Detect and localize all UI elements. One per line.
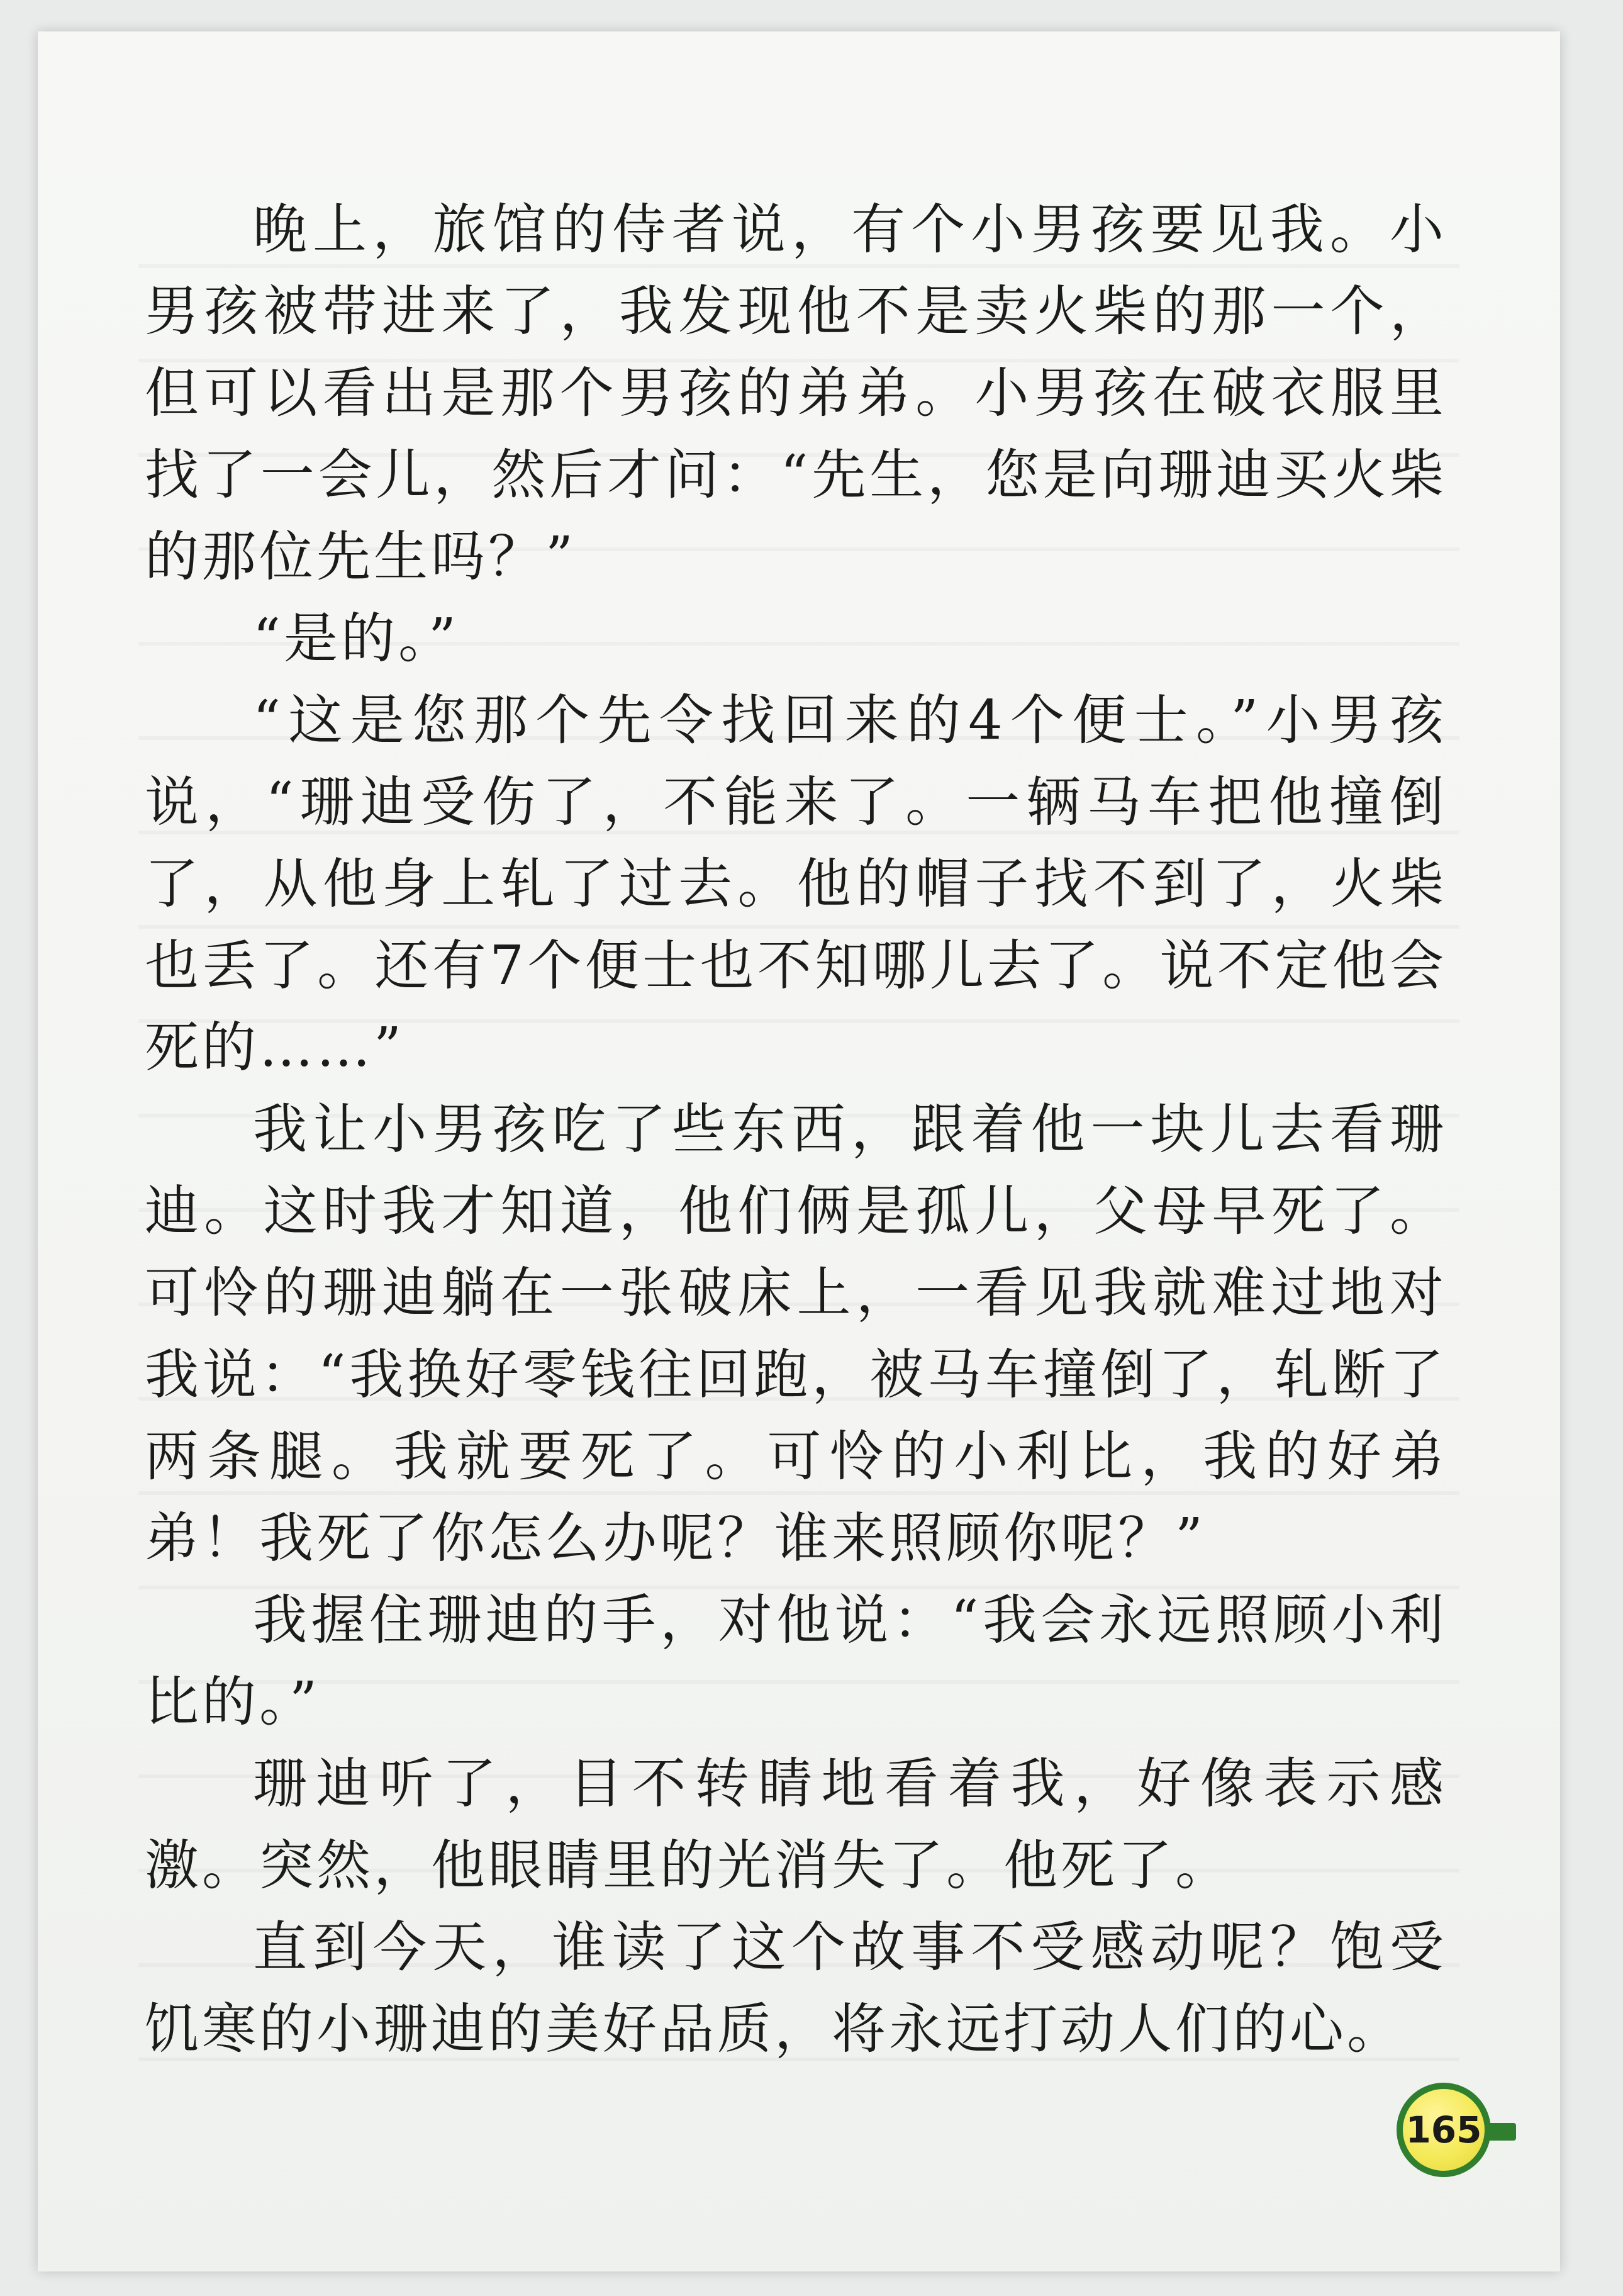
paragraph-7: 直到今天，谁读了这个故事不受感动呢？饱受饥寒的小珊迪的美好品质，将永远打动人们的心。 (145, 1916, 1447, 2061)
paragraph-6: 珊迪听了，目不转睛地看着我，好像表示感激。突然，他眼睛里的光消失了。他死了。 (145, 1752, 1447, 1897)
paragraph-2: “是的。” (253, 607, 459, 670)
page-number: 165 (1405, 2108, 1482, 2151)
paragraph-4: 我让小男孩吃了些东西，跟着他一块儿去看珊迪。这时我才知道，他们俩是孤儿，父母早死了。可怜的珊迪躺在一张破床上，一看见我就难过地对我说：“我换好零钱往回跑，被马车撞倒了，轧断了两条腿。我就要死了。可怜的小利比，我的好弟弟！我死了你怎么办呢？谁来照顾你呢？” (145, 1098, 1447, 1570)
book-page (38, 31, 1560, 2271)
paragraph-3: “这是您那个先令找回来的4个便士。”小男孩说，“珊迪受伤了，不能来了。一辆马车把他撞倒了，从他身上轧了过去。他的帽子找不到了，火柴也丢了。还有7个便士也不知哪儿去了。说不定他会死的……” (145, 689, 1447, 1079)
story-text (145, 189, 1447, 2070)
paragraph-1: 晚上，旅馆的侍者说，有个小男孩要见我。小男孩被带进来了，我发现他不是卖火柴的那一个，但可以看出是那个男孩的弟弟。小男孩在破衣服里找了一会儿，然后才问：“先生，您是向珊迪买火柴的那位先生吗？” (145, 198, 1447, 588)
paragraph-5: 我握住珊迪的手，对他说：“我会永远照顾小利比的。” (145, 1589, 1447, 1733)
page-number-badge (1397, 2083, 1491, 2177)
